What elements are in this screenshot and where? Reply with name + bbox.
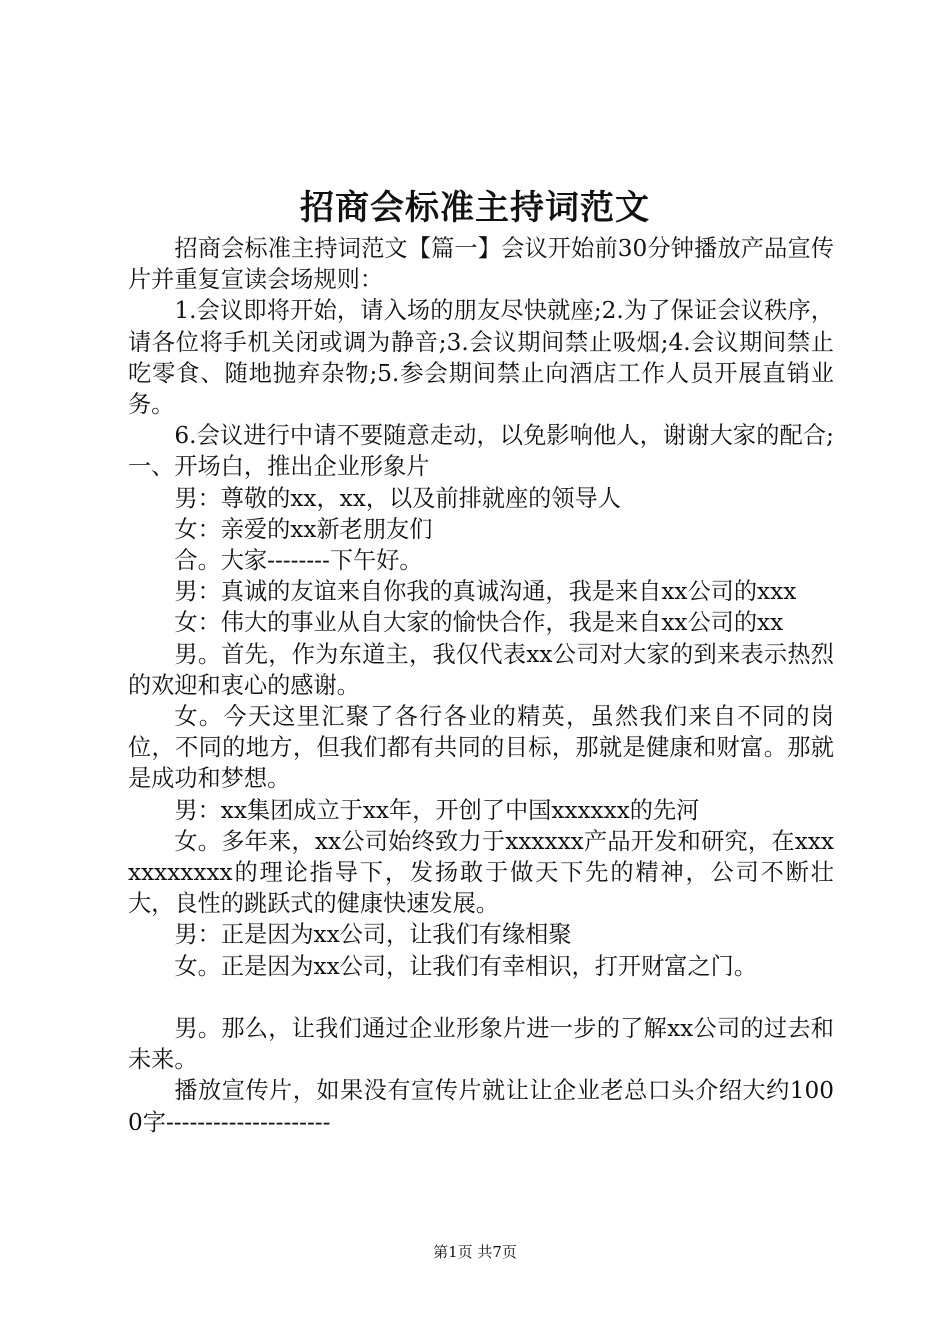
paragraph: 播放宣传片，如果没有宣传片就让让企业老总口头介绍大约1000字--------------------- xyxy=(128,1077,834,1136)
paragraph: 女。正是因为xx公司，让我们有幸相识，打开财富之门。 xyxy=(174,952,758,980)
document-body xyxy=(128,233,834,1138)
paragraph: 男：正是因为xx公司，让我们有缘相聚 xyxy=(174,921,572,949)
paragraph: 女：伟大的事业从自大家的愉快合作，我是来自xx公司的xx xyxy=(174,609,784,637)
document-title: 招商会标准主持词范文 xyxy=(300,188,650,228)
paragraph: 男。那么，让我们通过企业形象片进一步的了解xx公司的过去和未来。 xyxy=(128,1015,834,1074)
paragraph: 女。今天这里汇聚了各行各业的精英，虽然我们来自不同的岗位，不同的地方，但我们都有共同的目标，那就是健康和财富。那就是成功和梦想。 xyxy=(128,703,834,793)
paragraph: 男：真诚的友谊来自你我的真诚沟通，我是来自xx公司的xxx xyxy=(174,578,797,606)
paragraph: 招商会标准主持词范文【篇一】会议开始前30分钟播放产品宣传片并重复宣读会场规则： xyxy=(128,235,834,294)
paragraph: 女：亲爱的xx新老朋友们 xyxy=(174,515,433,543)
paragraph: 男：xx集团成立于xx年，开创了中国xxxxxx的先河 xyxy=(174,796,700,824)
paragraph: 合。大家--------下午好。 xyxy=(174,547,423,575)
blank-line xyxy=(128,982,834,1013)
paragraph: 女。多年来，xx公司始终致力于xxxxxx产品开发和研究，在xxxxxxxxxxx的理论指导下，发扬敢于做天下先的精神，公司不断壮大，良性的跳跃式的健康快速发展。 xyxy=(128,827,834,918)
paragraph: 男：尊敬的xx，xx，以及前排就座的领导人 xyxy=(174,484,621,512)
page-number-footer: 第1页 共7页 xyxy=(433,1243,517,1261)
paragraph: 1.会议即将开始，请入场的朋友尽快就座;2.为了保证会议秩序，请各位将手机关闭或调为静音;3.会议期间禁止吸烟;4.会议期间禁止吃零食、随地抛弃杂物;5.参会期间禁止向酒店工作人员开展直销业务。 xyxy=(128,297,834,419)
paragraph: 6.会议进行中请不要随意走动，以免影响他人，谢谢大家的配合;一、开场白，推出企业形象片 xyxy=(128,422,834,481)
paragraph: 男。首先，作为东道主，我仅代表xx公司对大家的到来表示热烈的欢迎和衷心的感谢。 xyxy=(128,640,834,699)
